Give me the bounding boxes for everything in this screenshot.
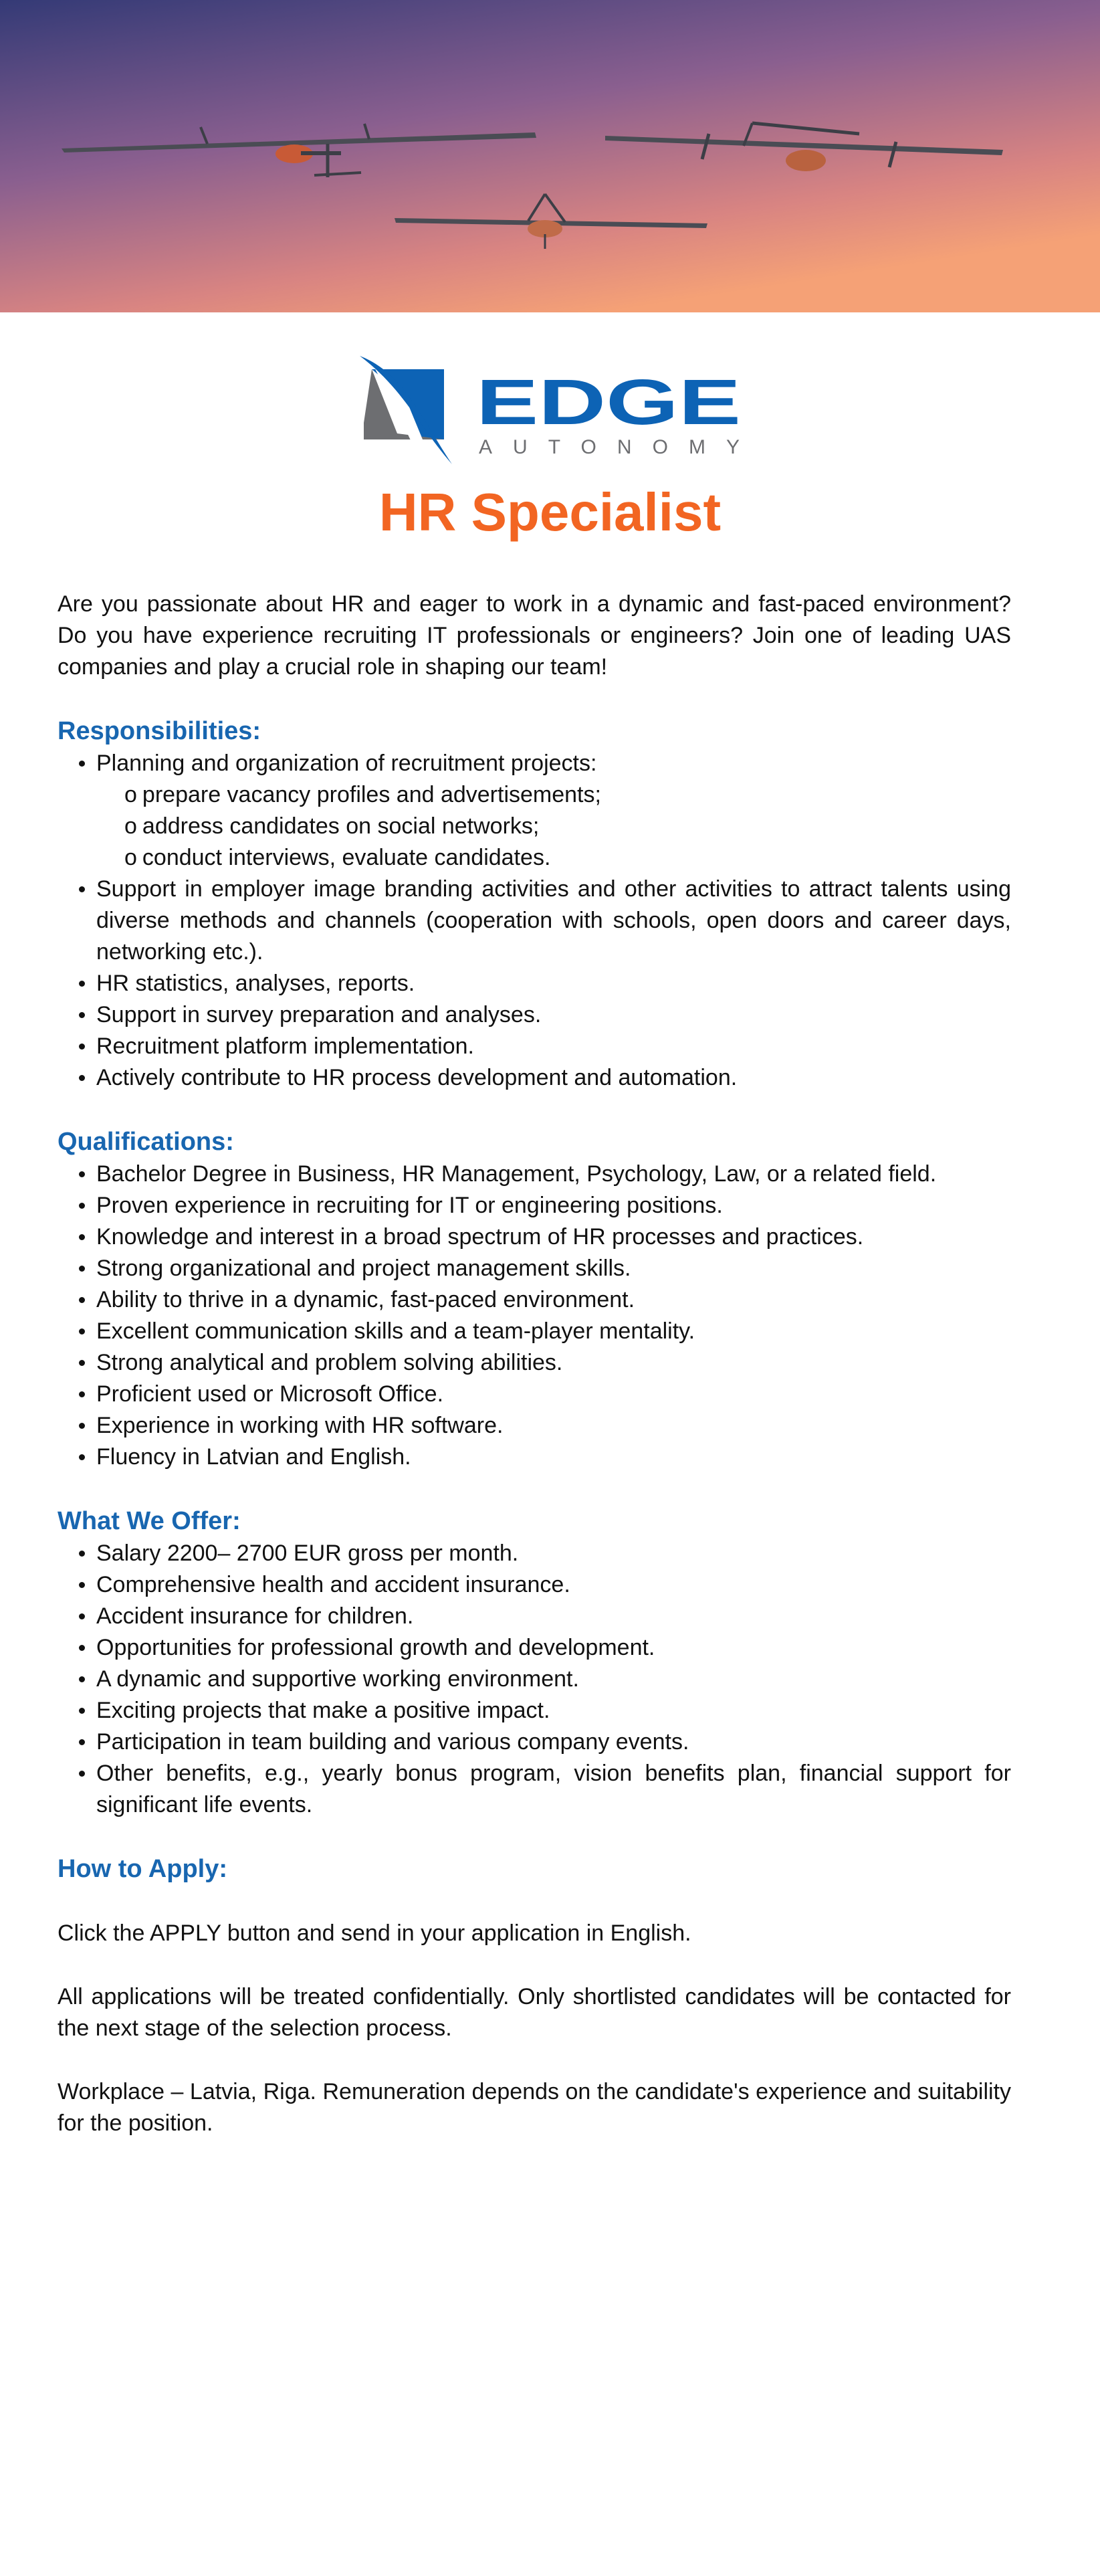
list-item: Ability to thrive in a dynamic, fast-paced environment. — [58, 1284, 1011, 1316]
list-item: Proven experience in recruiting for IT or engineering positions. — [58, 1190, 1011, 1221]
job-description — [58, 589, 1011, 2139]
sub-list-item — [96, 779, 1011, 811]
list-item: Comprehensive health and accident insurance. — [58, 1569, 1011, 1601]
logo-subword: AUTONOMY — [479, 436, 740, 458]
sub-list-item — [96, 811, 1011, 842]
apply-heading: How to Apply: — [58, 1855, 227, 1883]
sub-list-item-text: conduct interviews, evaluate candidates. — [142, 845, 551, 870]
list-item: Other benefits, e.g., yearly bonus program, vision benefits plan, financial support for significant life events. — [58, 1758, 1011, 1821]
intro-paragraph: Are you passionate about HR and eager to work in a dynamic and fast-paced environment? Do you have experience recruiting IT professionals or engineers? Join one of leading UAS companies and play a crucial role in shaping our team! — [58, 591, 1011, 680]
sub-marker: o — [124, 845, 137, 870]
list-item: Bachelor Degree in Business, HR Management, Psychology, Law, or a related field. — [58, 1159, 1011, 1190]
list-item: Exciting projects that make a positive impact. — [58, 1695, 1011, 1726]
hero-banner — [0, 0, 1100, 312]
list-item: Excellent communication skills and a team-player mentality. — [58, 1316, 1011, 1347]
list-item: Salary 2200– 2700 EUR gross per month. — [58, 1538, 1011, 1569]
list-item: Support in employer image branding activities and other activities to attract talents using diverse methods and channels (cooperation with schools, open doors and career days, networking etc.). — [58, 874, 1011, 968]
sub-marker: o — [124, 813, 137, 839]
list-item: Participation in team building and various company events. — [58, 1726, 1011, 1758]
list-item: Knowledge and interest in a broad spectrum of HR processes and practices. — [58, 1221, 1011, 1253]
list-item: Experience in working with HR software. — [58, 1410, 1011, 1442]
sub-list-item-text: prepare vacancy profiles and advertisements; — [142, 782, 601, 807]
drones-hero-image — [0, 0, 1100, 312]
qualifications-list — [58, 1159, 1011, 1473]
responsibilities-heading: Responsibilities: — [58, 717, 261, 745]
list-item — [58, 748, 1011, 874]
list-item: HR statistics, analyses, reports. — [58, 968, 1011, 999]
list-item: Accident insurance for children. — [58, 1601, 1011, 1632]
list-item: A dynamic and supportive working environment. — [58, 1664, 1011, 1695]
list-item: Strong organizational and project management skills. — [58, 1253, 1011, 1284]
qualifications-heading: Qualifications: — [58, 1128, 234, 1156]
workplace-note: Workplace – Latvia, Riga. Remuneration depends on the candidate's experience and suitability for the position. — [58, 2079, 1011, 2136]
apply-instruction: Click the APPLY button and send in your application in English. — [58, 1920, 691, 1946]
logo-word: EDGE — [476, 367, 741, 438]
job-title: HR Specialist — [378, 482, 722, 542]
offer-heading: What We Offer: — [58, 1507, 241, 1535]
list-item: Support in survey preparation and analyses. — [58, 999, 1011, 1031]
list-item: Recruitment platform implementation. — [58, 1031, 1011, 1062]
list-item: Fluency in Latvian and English. — [58, 1442, 1011, 1473]
sub-marker: o — [124, 782, 137, 807]
list-item: Strong analytical and problem solving abilities. — [58, 1347, 1011, 1379]
company-logo — [330, 342, 745, 464]
sub-list — [96, 779, 1011, 874]
offer-list — [58, 1538, 1011, 1821]
list-item-text: Planning and organization of recruitment projects: — [96, 751, 597, 776]
sub-list-item — [96, 842, 1011, 874]
responsibilities-list — [58, 748, 1011, 1094]
confidentiality-note: All applications will be treated confidentially. Only shortlisted candidates will be contacted for the next stage of the selection process. — [58, 1984, 1011, 2041]
list-item: Actively contribute to HR process development and automation. — [58, 1062, 1011, 1094]
list-item: Proficient used or Microsoft Office. — [58, 1379, 1011, 1410]
sub-list-item-text: address candidates on social networks; — [142, 813, 540, 839]
list-item: Opportunities for professional growth and development. — [58, 1632, 1011, 1664]
logo-mark-icon — [330, 342, 452, 464]
